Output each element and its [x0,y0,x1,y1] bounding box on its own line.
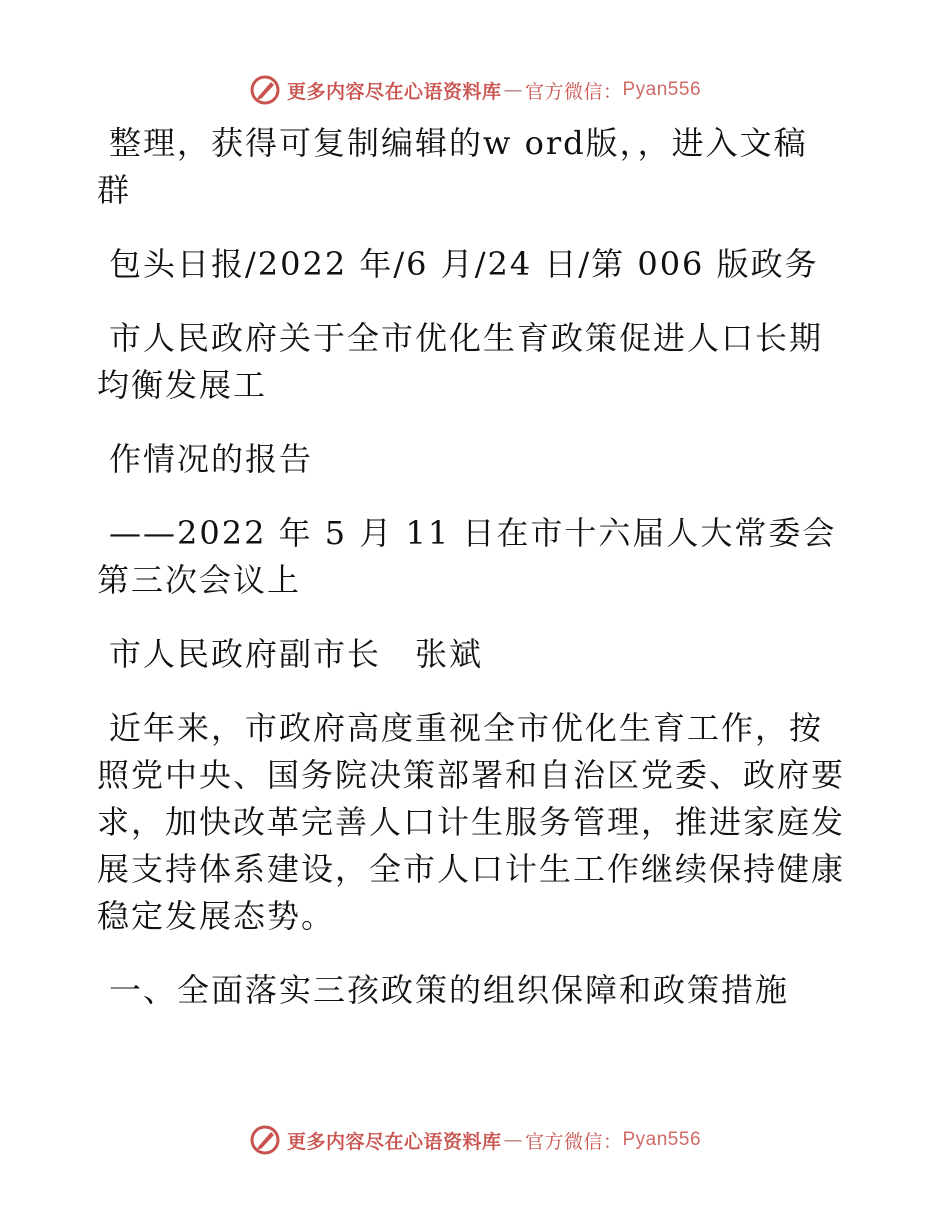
text-line: 一、全面落实三孩政策的组织保障和政策措施 [109,971,790,1009]
text-line: 照党中央、国务院决策部署和自治区党委、政府要 [97,756,846,794]
watermark-brand: 更多内容尽在心语资料库 [286,80,502,103]
watermark-contact-label: 官方微信： [524,80,623,103]
quill-seal-icon [249,74,281,106]
text-line: 作情况的报告 [109,440,314,478]
paragraph-date [97,510,857,604]
text-line: 均衡发展工 [97,366,268,404]
document-body [97,120,857,1041]
text-line: 近年来，市政府高度重视全市优化生育工作，按 [109,709,824,747]
watermark-wechat-id: Pyan556 [622,79,702,100]
text-line: ——2022 年 5 月 11 日在市十六届人大常委会 [109,514,837,552]
text-line: 包头日报/2022 年/6 月/24 日/第 006 版政务 [109,245,819,283]
watermark-separator: — [503,79,523,101]
text-line: 第三次会议上 [97,561,302,599]
paragraph-author [97,631,857,678]
watermark-wechat-id: Pyan556 [622,1129,702,1150]
header-watermark [0,70,950,110]
watermark-contact-label: 官方微信： [524,1130,623,1153]
footer-watermark [0,1120,950,1160]
text-line: 求，加快改革完善人口计生服务管理，推进家庭发 [97,803,846,841]
text-line: 群 [97,171,132,209]
paragraph-source [97,241,857,288]
paragraph-intro [97,120,857,214]
text-line: 稳定发展态势。 [97,897,336,935]
text-line: 市人民政府副市长 张斌 [109,635,484,673]
text-line: 整理，获得可复制编辑的w ord版，，进入文稿 [109,124,808,162]
watermark-brand: 更多内容尽在心语资料库 [286,1130,502,1153]
text-line: 市人民政府关于全市优化生育政策促进人口长期 [109,319,824,357]
quill-seal-icon [249,1124,281,1156]
text-line: 展支持体系建设，全市人口计生工作继续保持健康 [97,850,846,888]
watermark-separator: — [503,1129,523,1151]
paragraph-body [97,705,857,940]
paragraph-title-cont [97,436,857,483]
paragraph-title [97,315,857,409]
section-heading [97,967,857,1014]
